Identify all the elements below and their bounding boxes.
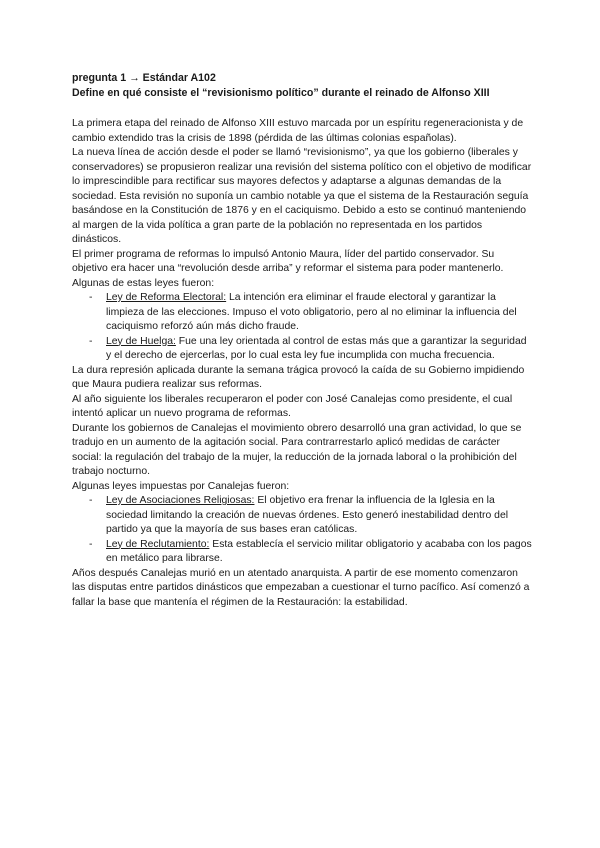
list-item xyxy=(72,494,532,538)
law-title: Ley de Reclutamiento: xyxy=(106,538,210,550)
law-text: Esta establecía el servicio militar obligatorio y acababa con los pagos en metálico para librarse. xyxy=(106,538,532,564)
paragraph-semana-tragica: La dura represión aplicada durante la semana trágica provocó la caída de su Gobierno impidiendo que Maura pudiera realizar sus reformas. xyxy=(72,364,525,390)
law-title: Ley de Asociaciones Religiosas: xyxy=(106,495,255,506)
maura-laws-list xyxy=(72,291,532,364)
paragraph-revisionism: La nueva línea de acción desde el poder se llamó “revisionismo”, ya que los gobierno (liberales y conservadores) se propusieron realizar una revisión del sistema político con el objetivo de modificar lo imprescindible para rectificar sus mayores defectos y adaptarse a algunas demandas de la sociedad. Esta revisión no suponía un cambio notable ya que el sistema de la Restauración seguía basándose en la Constitución de 1876 y en el caciquismo. Debido a esto se continuó manteniendo al margen de la vida política a gran parte de la población no representada en los partidos dinásticos. xyxy=(72,147,532,245)
law-text: Fue una ley orientada al control de estas más que a garantizar la seguridad y el derecho de ejercerlas, por lo cual esta ley fue incumplida con mucha frecuencia. xyxy=(106,335,527,361)
paragraph-intro: La primera etapa del reinado de Alfonso XIII estuvo marcada por un espíritu regeneracionista y de cambio extendido tras la crisis de 1898 (pérdida de las últimas colonias españolas). xyxy=(72,118,524,144)
law-title: Ley de Huelga: xyxy=(106,335,176,347)
question-heading xyxy=(72,71,552,101)
question-title: Define en qué consiste el “revisionismo político” durante el reinado de Alfonso XIII xyxy=(72,87,490,99)
list-item xyxy=(72,538,532,567)
paragraph-canalejas-laws: Algunas leyes impuestas por Canalejas fueron: xyxy=(72,480,290,492)
law-text: La intención era eliminar el fraude electoral y garantizar la limpieza de las elecciones. Impuso el voto obligatorio, pero al no eliminar la influencia del caciquismo reforzó aún más dicho fraude. xyxy=(106,292,517,332)
paragraph-conclusion: Años después Canalejas murió en un atentado anarquista. A partir de ese momento comenzaron las disputas entre partidos dinásticos que empezaban a cuestionar el turno pacífico. Así comenzó a fallar la base que mantenía el régimen de la Restauración: la estabilidad. xyxy=(72,567,530,608)
question-label: pregunta 1 → Estándar A102 xyxy=(72,72,216,84)
list-item xyxy=(72,335,532,364)
list-item xyxy=(72,291,532,335)
paragraph-canalejas: Al año siguiente los liberales recuperaron el poder con José Canalejas como presidente, el cual intentó aplicar un nuevo programa de reformas. xyxy=(72,393,513,419)
law-title: Ley de Reforma Electoral: xyxy=(106,292,227,303)
answer-body xyxy=(72,117,532,610)
law-text: El objetivo era frenar la influencia de la Iglesia en la sociedad limitando la creación de nuevas órdenes. Esto generó inestabilidad dentro del partido ya que la mayoría de sus bases eran católicas. xyxy=(106,495,509,535)
canalejas-laws-list xyxy=(72,494,532,567)
paragraph-maura: El primer programa de reformas lo impulsó Antonio Maura, líder del partido conservador. Su objetivo era hacer una “revolución desde arriba” y reformar el sistema para poder mantenerlo. Algunas de estas leyes fueron: xyxy=(72,248,504,289)
paragraph-obrero: Durante los gobiernos de Canalejas el movimiento obrero desarrolló una gran actividad, lo que se tradujo en un aumento de la agitación social. Para contrarrestarlo aplicó medidas de carácter social: la regulación del trabajo de la mujer, la reducción de la jornada laboral o la prohibición del trabajo nocturno. xyxy=(72,422,522,477)
